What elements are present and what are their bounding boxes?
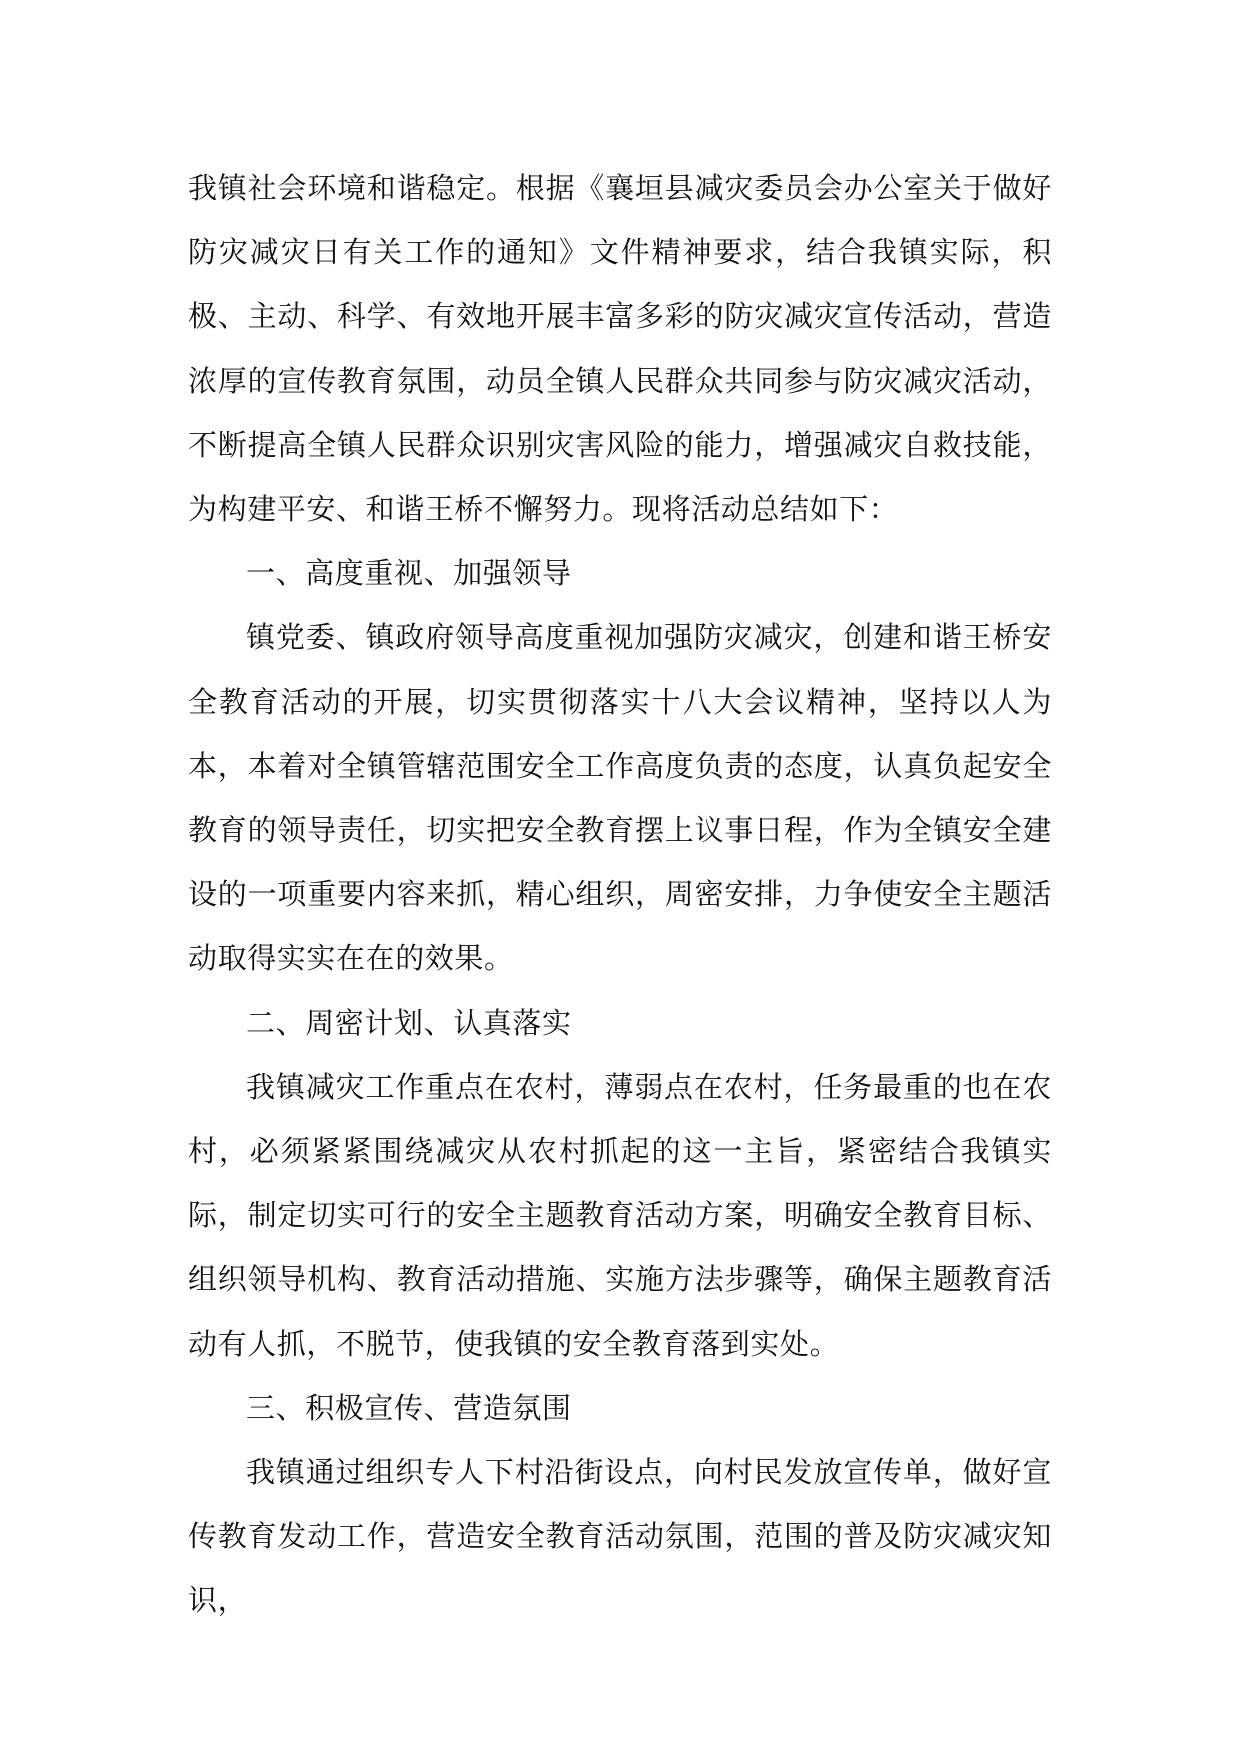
section-heading: 二、周密计划、认真落实 [246,1005,572,1040]
section-heading: 一、高度重视、加强领导 [246,556,572,591]
body-paragraph: 我镇通过组织专人下村沿街设点，向村民发放宣传单，做好宣传教育发动工作，营造安全教育活动氛围，范围的普及防灾减灾知识， [188,1455,1052,1618]
body-paragraph: 我镇减灾工作重点在农村，薄弱点在农村，任务最重的也在农村，必须紧紧围绕减灾从农村抓起的这一主旨，紧密结合我镇实际，制定切实可行的安全主题教育活动方案，明确安全教育目标、组织领导机构、教育活动措施、实施方法步骤等，确保主题教育活动有人抓，不脱节，使我镇的安全教育落到实处。 [188,1069,1052,1361]
document-body [188,156,1052,1633]
body-paragraph: 我镇社会环境和谐稳定。根据《襄垣县减灾委员会办公室关于做好防灾减灾日有关工作的通知》文件精神要求，结合我镇实际，积极、主动、科学、有效地开展丰富多彩的防灾减灾宣传活动，营造浓厚的宣传教育氛围，动员全镇人民群众共同参与防灾减灾活动，不断提高全镇人民群众识别灾害风险的能力，增强减灾自救技能，为构建平安、和谐王桥不懈努力。现将活动总结如下： [188,171,1052,527]
body-paragraph: 镇党委、镇政府领导高度重视加强防灾减灾，创建和谐王桥安全教育活动的开展，切实贯彻落实十八大会议精神，坚持以人为本，本着对全镇管辖范围安全工作高度负责的态度，认真负起安全教育的领导责任，切实把安全教育摆上议事日程，作为全镇安全建设的一项重要内容来抓，精心组织，周密安排，力争使安全主题活动取得实实在在的效果。 [188,620,1052,976]
section-heading: 三、积极宣传、营造氛围 [246,1390,572,1425]
